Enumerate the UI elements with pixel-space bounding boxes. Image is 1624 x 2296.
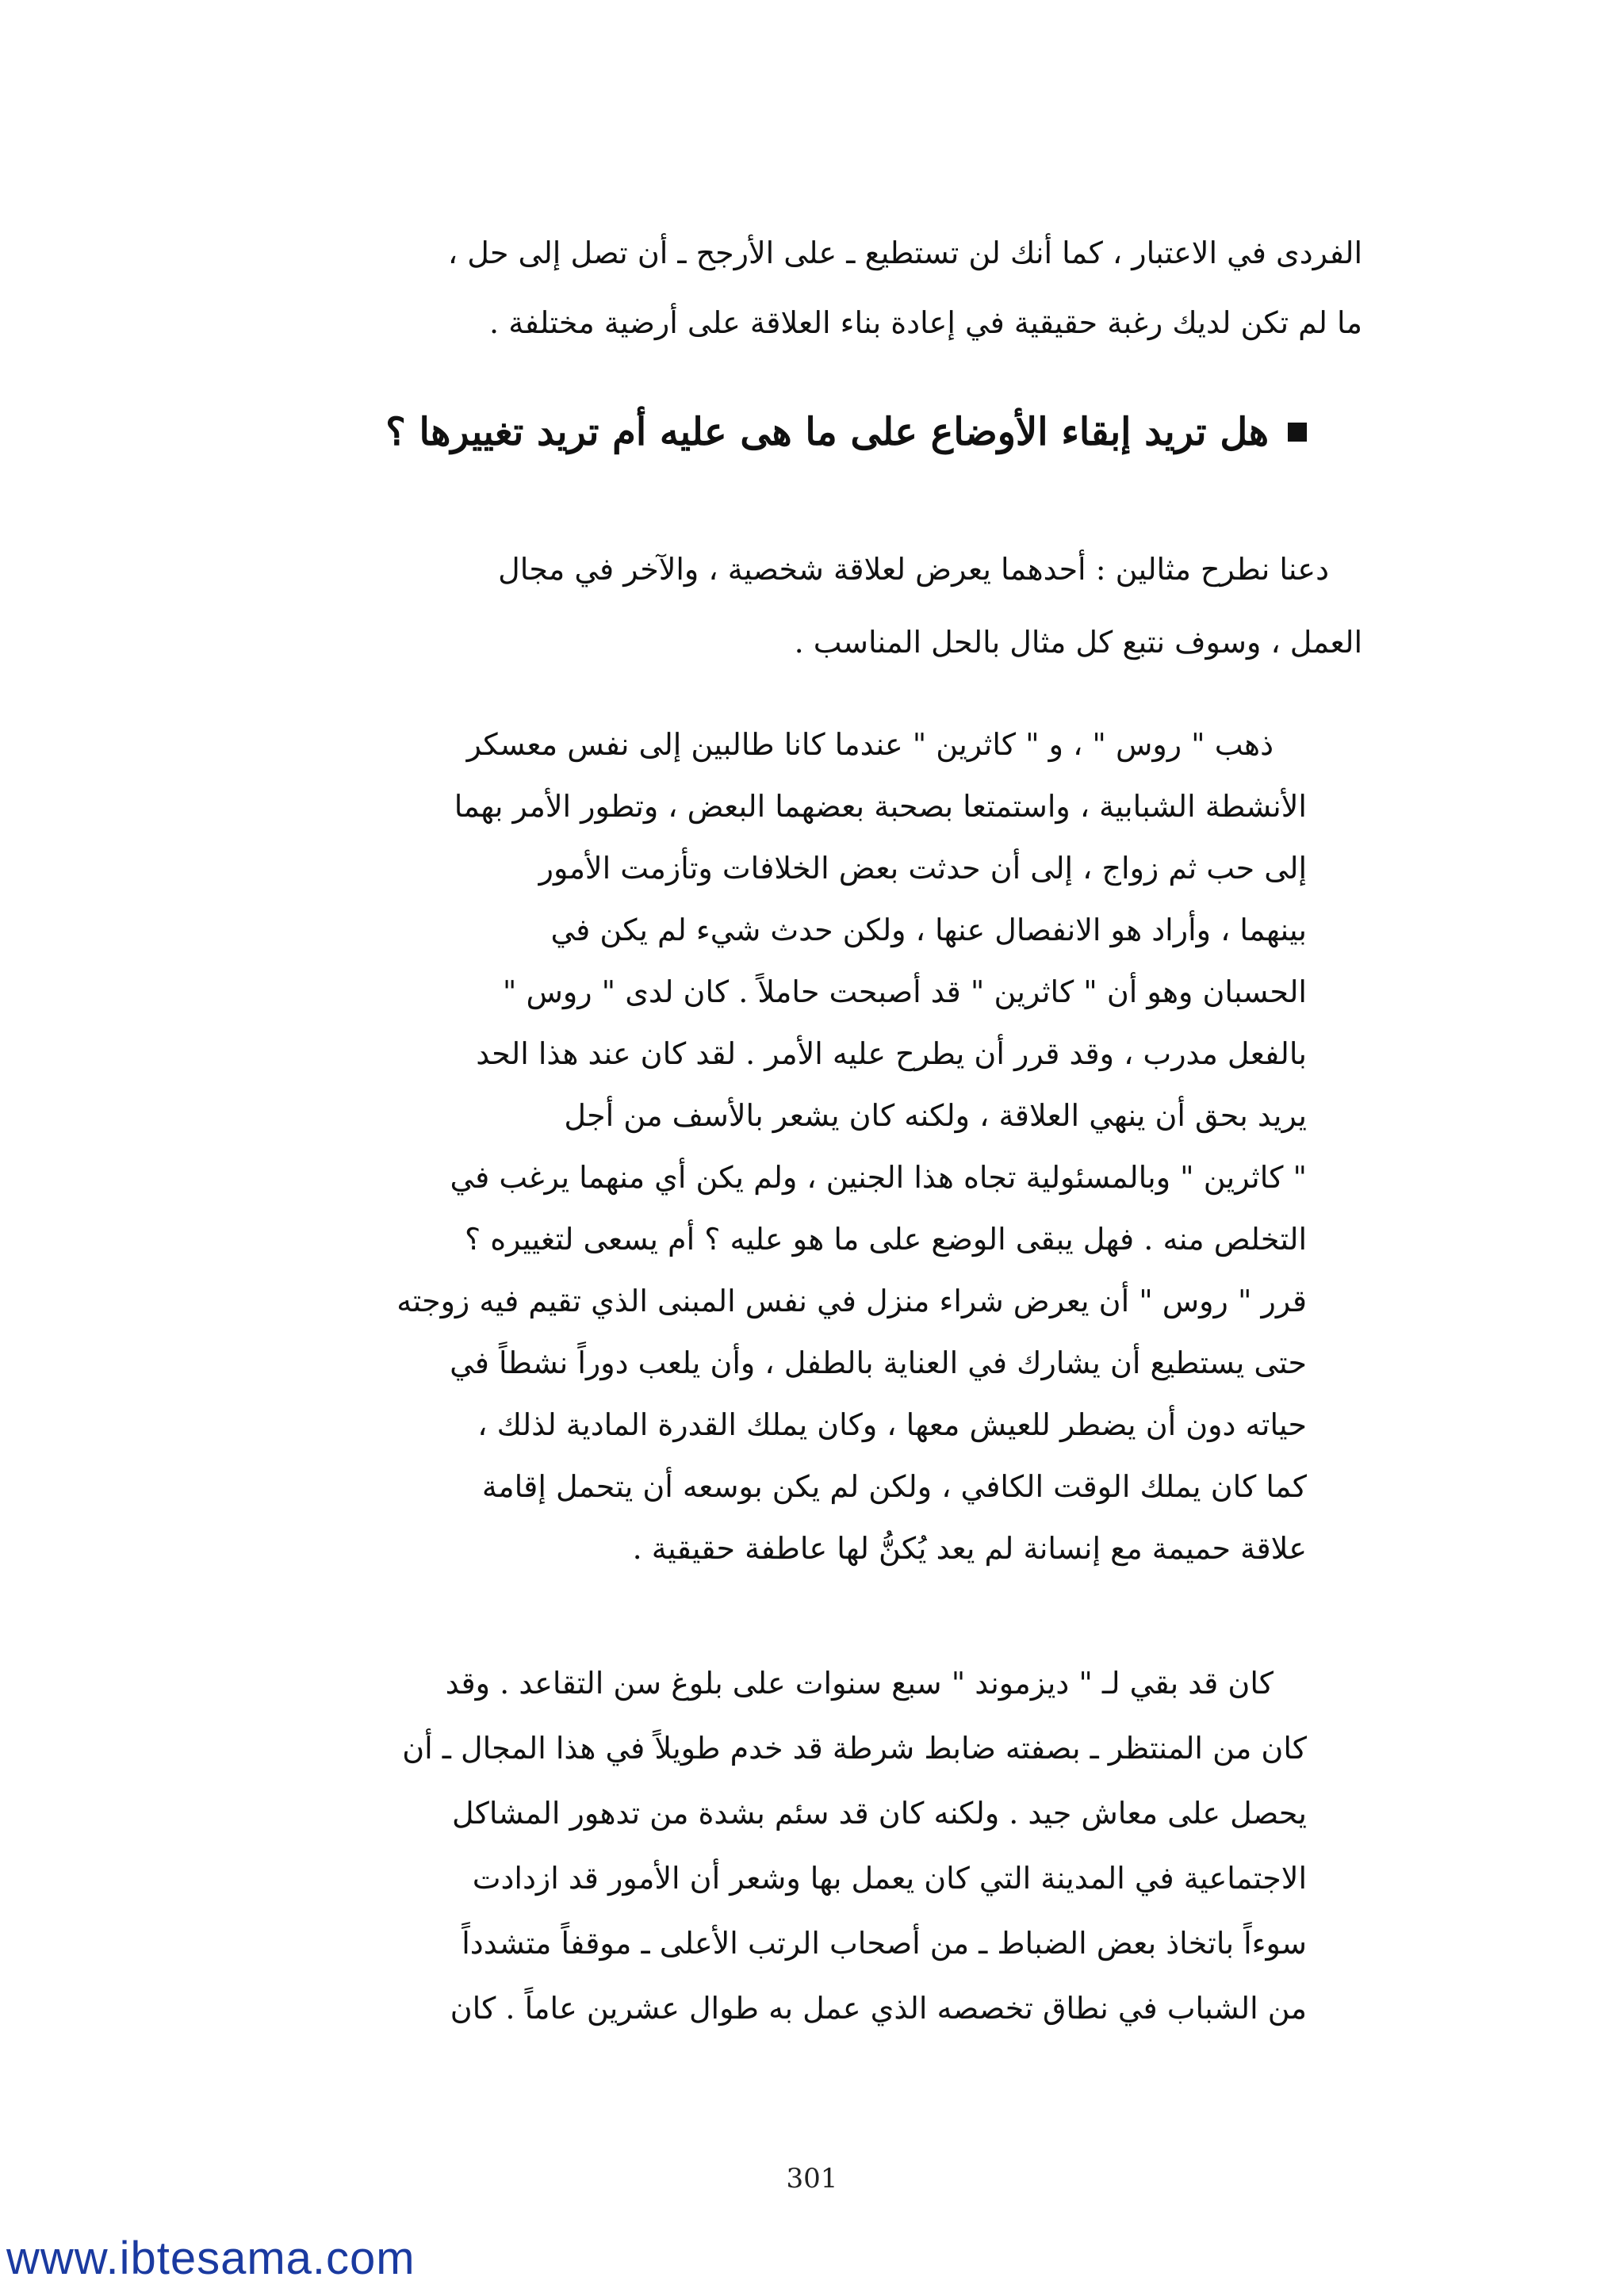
text-line: بالفعل مدرب ، وقد قرر أن يطرح عليه الأمر . لقد كان عند هذا الحد — [476, 1036, 1307, 1071]
example-two-paragraph — [276, 1651, 1307, 2041]
square-bullet-icon — [1288, 423, 1307, 442]
text-line: سوءاً باتخاذ بعض الضباط ـ من أصحاب الرتب الأعلى ـ موقفاً متشدداً — [462, 1926, 1307, 1961]
text-line: كان قد بقي لـ " ديزموند " سبع سنوات على بلوغ سن التقاعد . وقد — [445, 1666, 1274, 1701]
text-line: كان من المنتظر ـ بصفته ضابط شرطة قد خدم طويلاً في هذا المجال ـ أن — [402, 1731, 1307, 1766]
text-line: الأنشطة الشبابية ، واستمتعا بصحبة بعضهما البعض ، وتطور الأمر بهما — [454, 789, 1307, 824]
text-line: كما كان يملك الوقت الكافي ، ولكن لم يكن بوسعه أن يتحمل إقامة — [481, 1469, 1307, 1504]
text-line: ذهب " روس " ، و " كاثرين " عندما كانا طالبين إلى نفس معسكر — [466, 727, 1274, 762]
text-line: حياته دون أن يضطر للعيش معها ، وكان يملك القدرة المادية لذلك ، — [477, 1407, 1307, 1442]
text-line: دعنا نطرح مثالين : أحدهما يعرض لعلاقة شخصية ، والآخر في مجال — [498, 552, 1329, 587]
text-line: يريد بحق أن ينهي العلاقة ، ولكنه كان يشعر بالأسف من أجل — [564, 1098, 1307, 1133]
text-line: الفردى في الاعتبار ، كما أنك لن تستطيع ـ على الأرجح ـ أن تصل إلى حل ، — [447, 235, 1362, 270]
text-line: يحصل على معاش جيد . ولكنه كان قد سئم بشدة من تدهور المشاكل — [452, 1796, 1307, 1831]
lead-paragraph — [252, 533, 1362, 679]
intro-paragraph — [252, 218, 1362, 358]
text-line: ما لم تكن لديك رغبة حقيقية في إعادة بناء العلاقة على أرضية مختلفة . — [489, 305, 1362, 340]
text-line: قرر " روس " أن يعرض شراء منزل في نفس المبنى الذي تقيم فيه زوجته — [396, 1284, 1307, 1318]
text-line: حتى يستطيع أن يشارك في العناية بالطفل ، وأن يلعب دوراً نشطاً في — [450, 1345, 1307, 1380]
text-line: التخلص منه . فهل يبقى الوضع على ما هو عليه ؟ أم يسعى لتغييره ؟ — [464, 1222, 1307, 1257]
text-line: من الشباب في نطاق تخصصه الذي عمل به طوال عشرين عاماً . كان — [450, 1991, 1307, 2026]
text-line: بينهما ، وأراد هو الانفصال عنها ، ولكن حدث شيء لم يكن في — [550, 913, 1307, 947]
text-line: " كاثرين " وبالمسئولية تجاه هذا الجنين ، ولم يكن أي منهما يرغب في — [450, 1160, 1307, 1195]
page-number: 301 — [786, 2163, 838, 2195]
site-watermark: www.ibtesama.com — [6, 2233, 416, 2284]
text-line: الاجتماعية في المدينة التي كان يعمل بها وشعر أن الأمور قد ازدادت — [472, 1861, 1307, 1896]
text-line: إلى حب ثم زواج ، إلى أن حدثت بعض الخلافات وتأزمت الأمور — [538, 851, 1307, 886]
text-line: علاقة حميمة مع إنسانة لم يعد يُكنُّ لها عاطفة حقيقية . — [632, 1531, 1307, 1566]
section-heading-text: هل تريد إبقاء الأوضاع على ما هى عليه أم تريد تغييرها ؟ — [385, 410, 1269, 454]
text-line: العمل ، وسوف نتبع كل مثال بالحل المناسب . — [794, 625, 1362, 660]
example-one-paragraph — [276, 714, 1307, 1579]
text-line: الحسبان وهو أن " كاثرين " قد أصبحت حاملاً . كان لدى " روس " — [502, 974, 1307, 1009]
section-heading — [244, 400, 1307, 464]
